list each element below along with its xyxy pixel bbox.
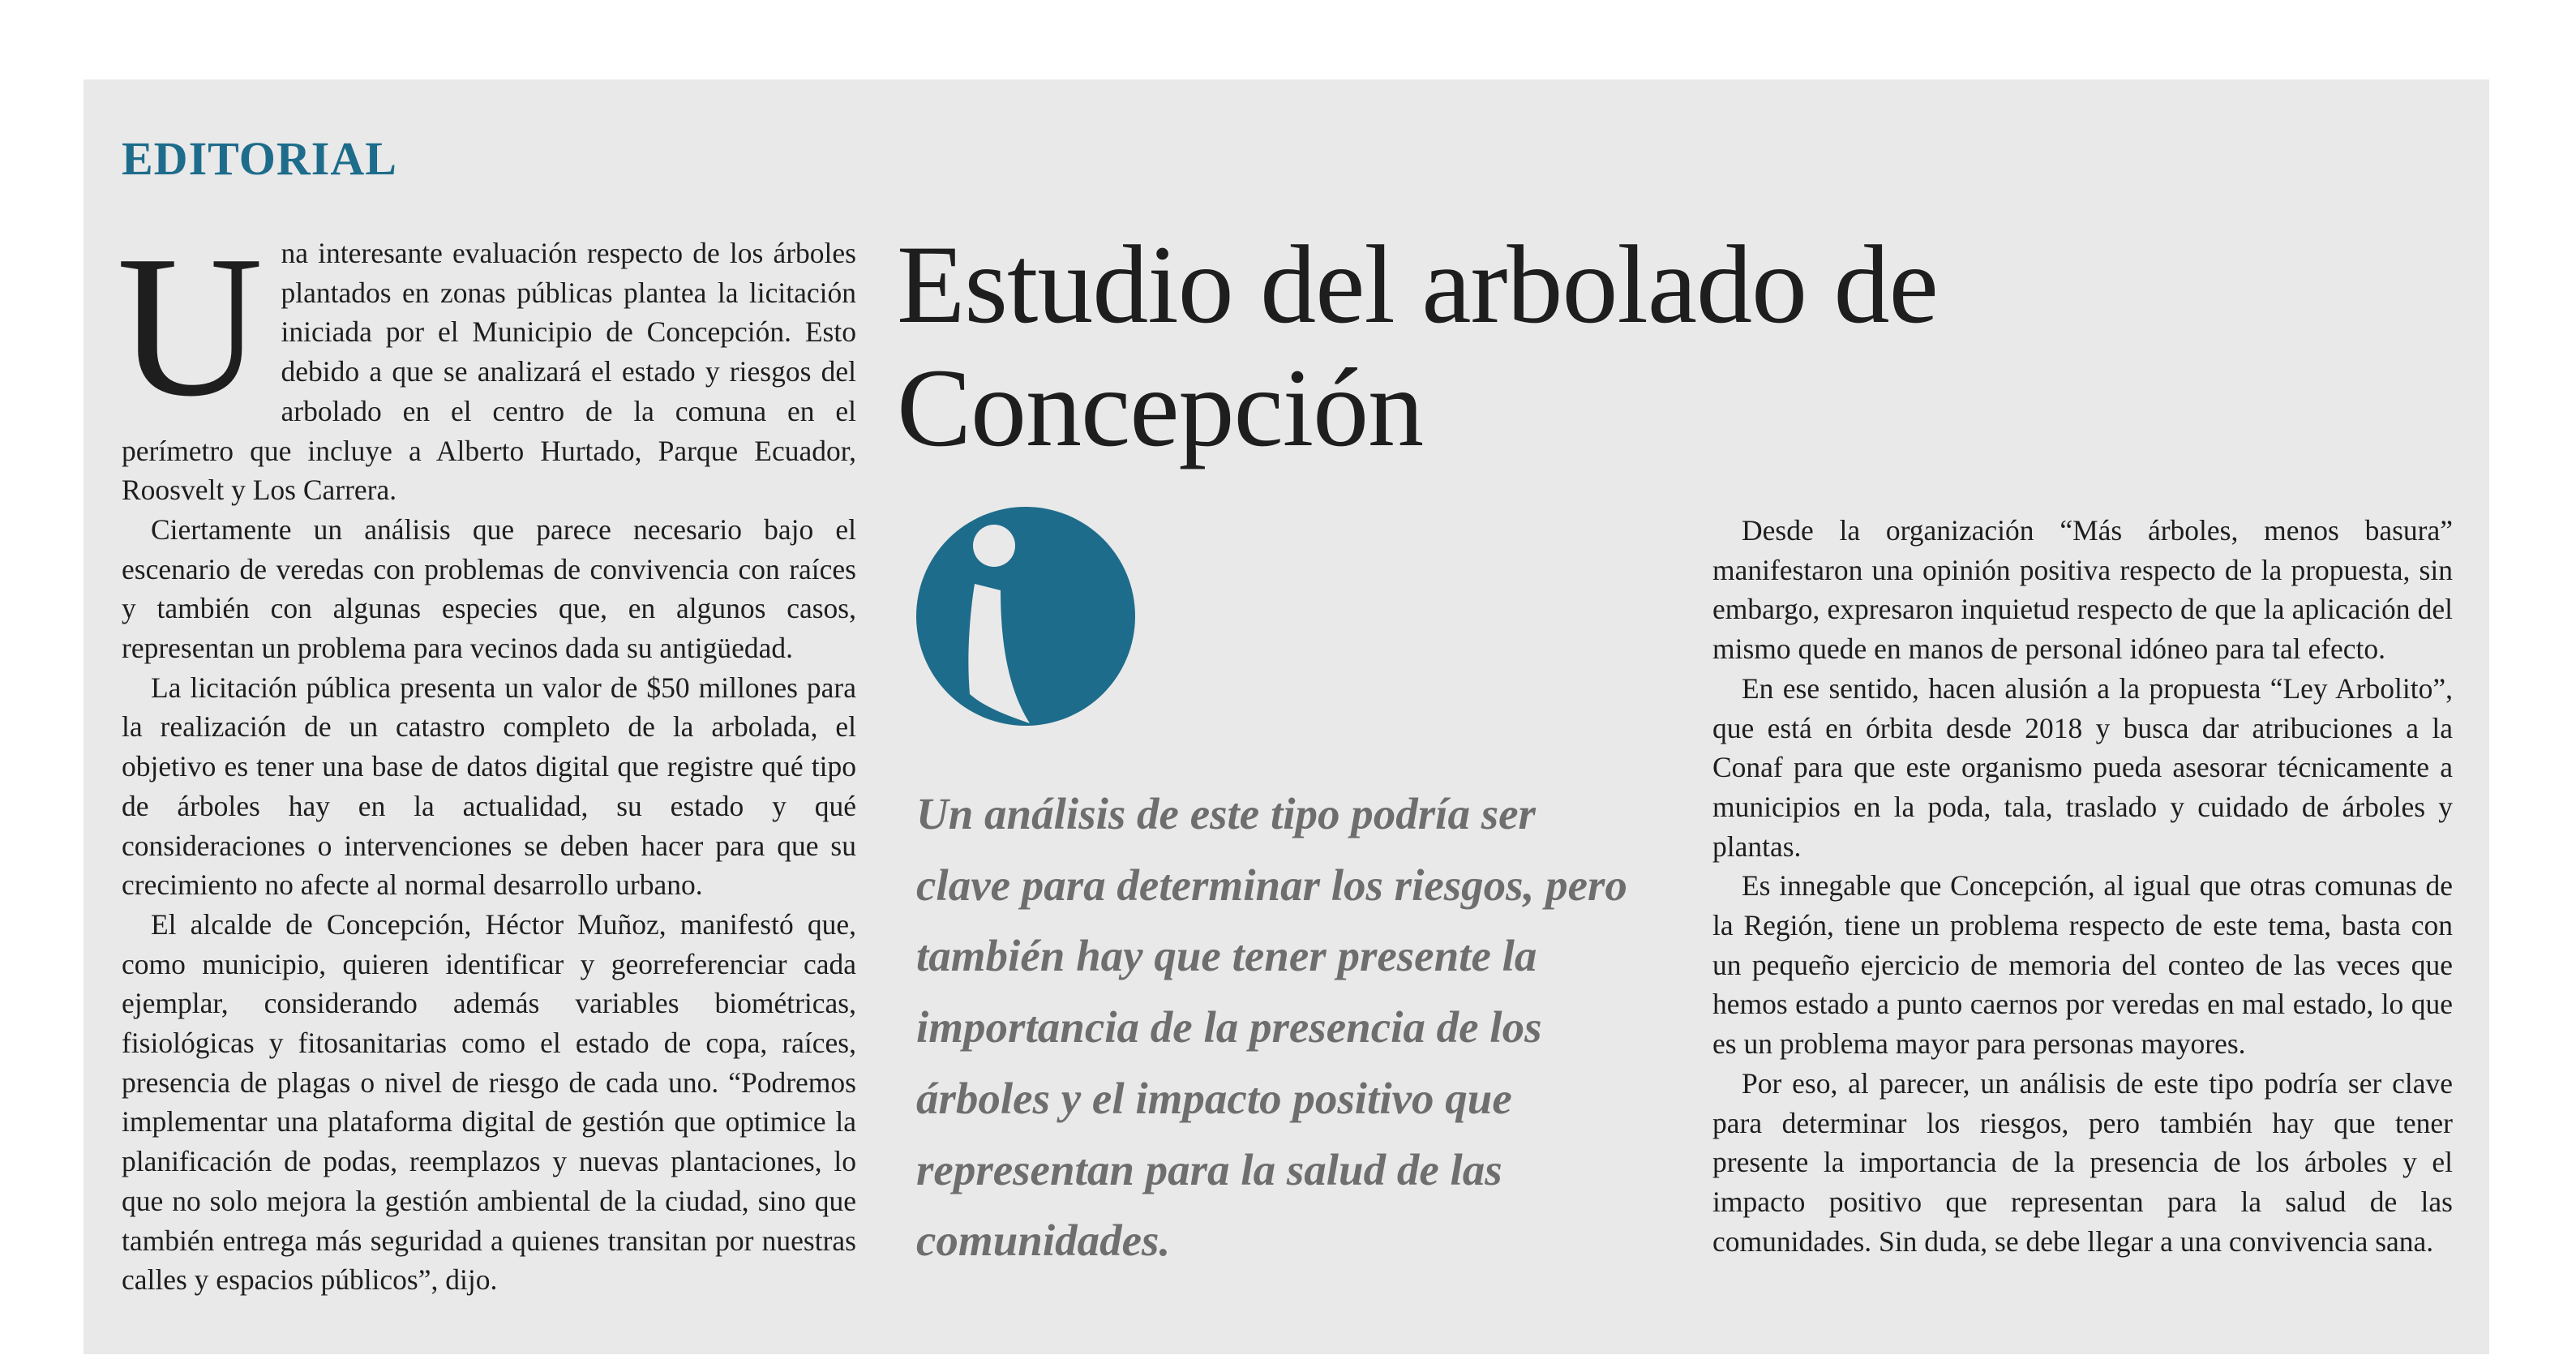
info-icon (916, 501, 1147, 736)
headline: Estudio del arbolado de Concepción (897, 222, 1938, 470)
paragraph: Es innegable que Concepción, al igual que otras comunas de la Región, tiene un problema respecto de este tema, basta con un pequeño ejercicio de memoria del conteo de las veces que hemos estado a punto caernos por veredas en mal estado, lo que es un problema mayor para personas mayores. (1712, 869, 2453, 1061)
section-label: EDITORIAL (122, 132, 397, 185)
paragraph: En ese sentido, hacen alusión a la propuesta “Ley Arbolito”, que está en órbita desde 2018 y busca dar atribuciones a la Conaf para que este organismo pueda asesorar técnicamente a municipios en la poda, tala, traslado y cuidado de árboles y plantas. (1712, 671, 2453, 863)
paragraph: Por eso, al parecer, un análisis de este tipo podría ser clave para determinar los riesgos, pero también hay que tener presente la importancia de la presencia de los árboles y el impacto positivo que representan para la salud de las comunidades. Sin duda, se debe llegar a una convivencia sana. (1712, 1066, 2453, 1258)
paragraph: Ciertamente un análisis que parece necesario bajo el escenario de veredas con problemas de convivencia con raíces y también con algunas especies que, en algunos casos, representan un problema para vecinos dada su antigüedad. (122, 512, 856, 665)
column-left (117, 214, 856, 1300)
pull-quote: Un análisis de este tipo podría ser clave para determinar los riesgos, pero también hay que tener presente la importancia de la presencia de los árboles y el impacto positivo que representan para la salud de las comunidades. (916, 789, 1627, 1266)
paragraph: na interesante evaluación respecto de los árboles plantados en zonas públicas plantea la licitación iniciada por el Municipio de Concepción. Esto debido a que se analizará el estado y riesgos del arbolado en el centro de la comuna en el perímetro que incluye a Alberto Hurtado, Parque Ecuador, Roosvelt y Los Carrera. (122, 237, 856, 507)
column-right (1712, 511, 2453, 1261)
paragraph: Desde la organización “Más árboles, menos basura” manifestaron una opinión positiva respecto de la propuesta, sin embargo, expresaron inquietud respecto de que la aplicación del mismo quede en manos de personal idóneo para tal efecto. (1712, 514, 2453, 666)
paragraph: El alcalde de Concepción, Héctor Muñoz, manifestó que, como municipio, quieren identificar y georreferenciar cada ejemplar, considerando además variables biométricas, fisiológicas y fitosanitarias como el estado de copa, raíces, presencia de plagas o nivel de riesgo de cada uno. “Podremos implementar una plataforma digital de gestión que optimice la planificación de podas, reemplazos y nuevas plantaciones, lo que no solo mejora la gestión ambiental de la ciudad, sino que también entrega más seguridad a quienes transitan por nuestras calles y espacios públicos”, dijo. (122, 907, 856, 1297)
drop-cap: U (117, 214, 264, 439)
paragraph: La licitación pública presenta un valor de $50 millones para la realización de un catastro completo de la arbolada, el objetivo es tener una base de datos digital que registre qué tipo de árboles hay en la actualidad, su estado y qué consideraciones o intervenciones se deben hacer para que su crecimiento no afecte al normal desarrollo urbano. (122, 671, 856, 902)
